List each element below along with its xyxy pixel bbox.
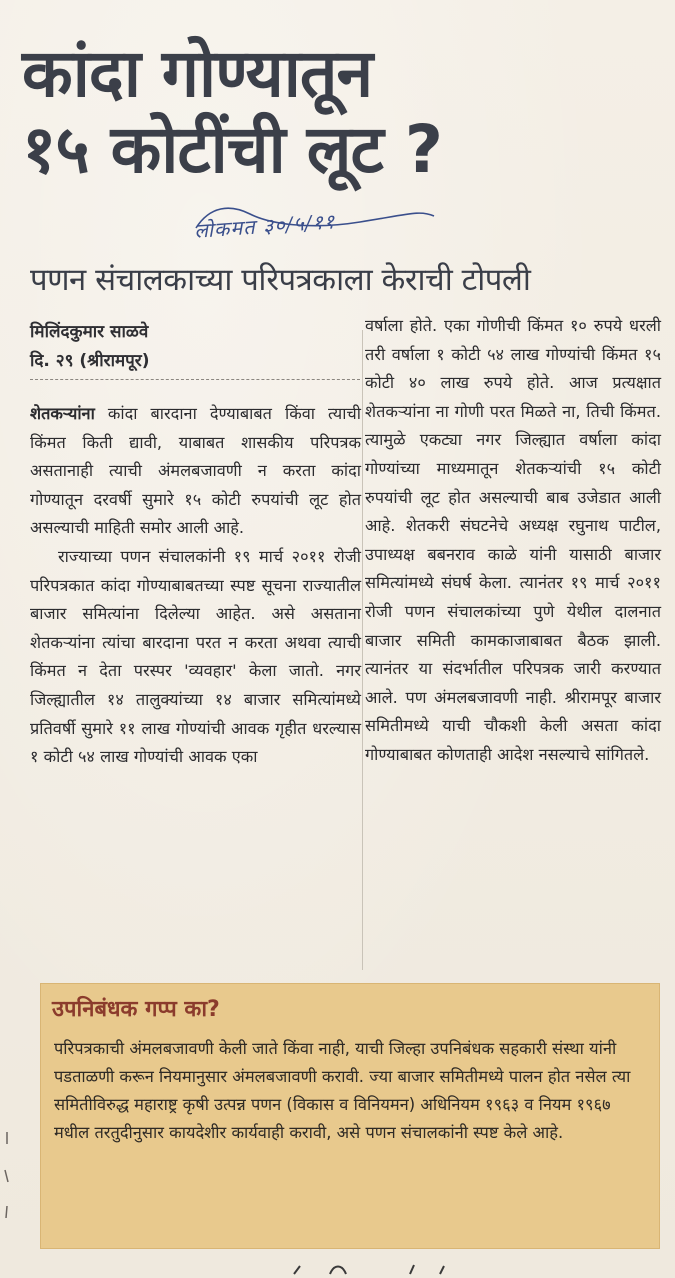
right-column xyxy=(365,312,661,770)
byline-dateline: दि. २९ (श्रीरामपूर) xyxy=(30,351,150,371)
sidebar-box-title: उपनिबंधक गप्प का? xyxy=(52,997,220,1022)
cropped-text-fragments xyxy=(290,1262,490,1276)
sidebar-box xyxy=(40,983,660,1249)
sidebar-box-text: परिपत्रकाची अंमलबजावणी केली जाते किंवा नाही, याची जिल्हा उपनिबंधक सहकारी संस्था यांनी पडताळणी करून नियमानुसार अंमलबजावणी करावी. ज्या बाजार समितीमध्ये पालन होत नसेल त्या समितीविरुद्ध महाराष्ट्र कृषी उत्पन्न पणन (विकास व विनियमन) अधिनियम १९६३ व नियम १९६७ मधील तरतुदीनुसार कायदेशीर कार्यवाही करावी, असे पणन संचालकांनी स्पष्ट केले आहे. xyxy=(54,1039,631,1142)
column-divider xyxy=(362,330,363,970)
lead-word: शेतकऱ्यांना xyxy=(30,404,95,423)
byline xyxy=(30,318,350,376)
subheadline: पणन संचालकाच्या परिपत्रकाला केराची टोपली xyxy=(30,262,531,298)
byline-divider xyxy=(30,379,360,380)
handwritten-date-note: लोकमत ३०/५/११ xyxy=(193,209,336,243)
left-para-1 xyxy=(30,400,361,543)
headline-line-2: १५ कोटींची लूट ? xyxy=(22,111,443,188)
headline-line-1: कांदा गोण्यातून xyxy=(22,35,373,112)
right-para-1: वर्षाला होते. एका गोणीची किंमत १० रुपये धरली तरी वर्षाला १ कोटी ५४ लाख गोण्यांची किंमत १५ कोटी ४० लाख रुपये होते. आज प्रत्यक्षात शेतकऱ्यांना ना गोणी परत मिळते ना, तिची किंमत. त्यामुळे एकट्या नगर जिल्ह्यात वर्षाला कांदा गोण्यांच्या माध्यमातून शेतकऱ्यांची १५ कोटी रुपयांची लूट होत असल्याची बाब उजेडात आली आहे. शेतकरी संघटनेचे अध्यक्ष रघुनाथ पाटील, उपाध्यक्ष बबनराव काळे यांनी यासाठी बाजार समित्यांमध्ये संघर्ष केला. त्यानंतर १९ मार्च २०११ रोजी पणन संचालकांच्या पुणे येथील दालनात बाजार समिती कामकाजाबाबत बैठक झाली. त्यानंतर या संदर्भातील परिपत्रक जारी करण्यात आले. पण अंमलबजावणी नाही. श्रीरामपूर बाजार समितीमध्ये याची चौकशी केली असता कांदा गोण्याबाबत कोणताही आदेश नसल्याचे सांगितले. xyxy=(365,316,661,764)
left-column xyxy=(30,400,361,772)
byline-author: मिलिंदकुमार साळवे xyxy=(30,322,149,342)
left-para-1-text: कांदा बारदाना देण्याबाबत किंवा त्याची किंमत किती द्यावी, याबाबत शासकीय परिपत्रक असतानाही त्याची अंमलबजावणी न करता कांदा गोण्यातून दरवर्षी सुमारे १५ कोटी रुपयांची लूट होत असल्याची माहिती समोर आली आहे. xyxy=(30,404,361,538)
left-para-2: राज्याच्या पणन संचालकांनी १९ मार्च २०११ रोजी परिपत्रकात कांदा गोण्याबाबतच्या स्पष्ट सूचना राज्यातील बाजार समित्यांना दिलेल्या आहेत. असे असताना शेतकऱ्यांना त्यांचा बारदाना परत न करता अथवा त्याची किंमत न देता परस्पर 'व्यवहार' केला जातो. नगर जिल्ह्यातील १४ तालुक्यांच्या १४ बाजार समित्यांमध्ये प्रतिवर्षी सुमारे ११ लाख गोण्यांची आवक गृहीत धरल्यास १ कोटी ५४ लाख गोण्यांची आवक एका xyxy=(30,546,361,767)
sidebar-box-body xyxy=(54,1035,648,1147)
headline xyxy=(22,36,662,188)
margin-scan-marks xyxy=(2,1130,12,1220)
